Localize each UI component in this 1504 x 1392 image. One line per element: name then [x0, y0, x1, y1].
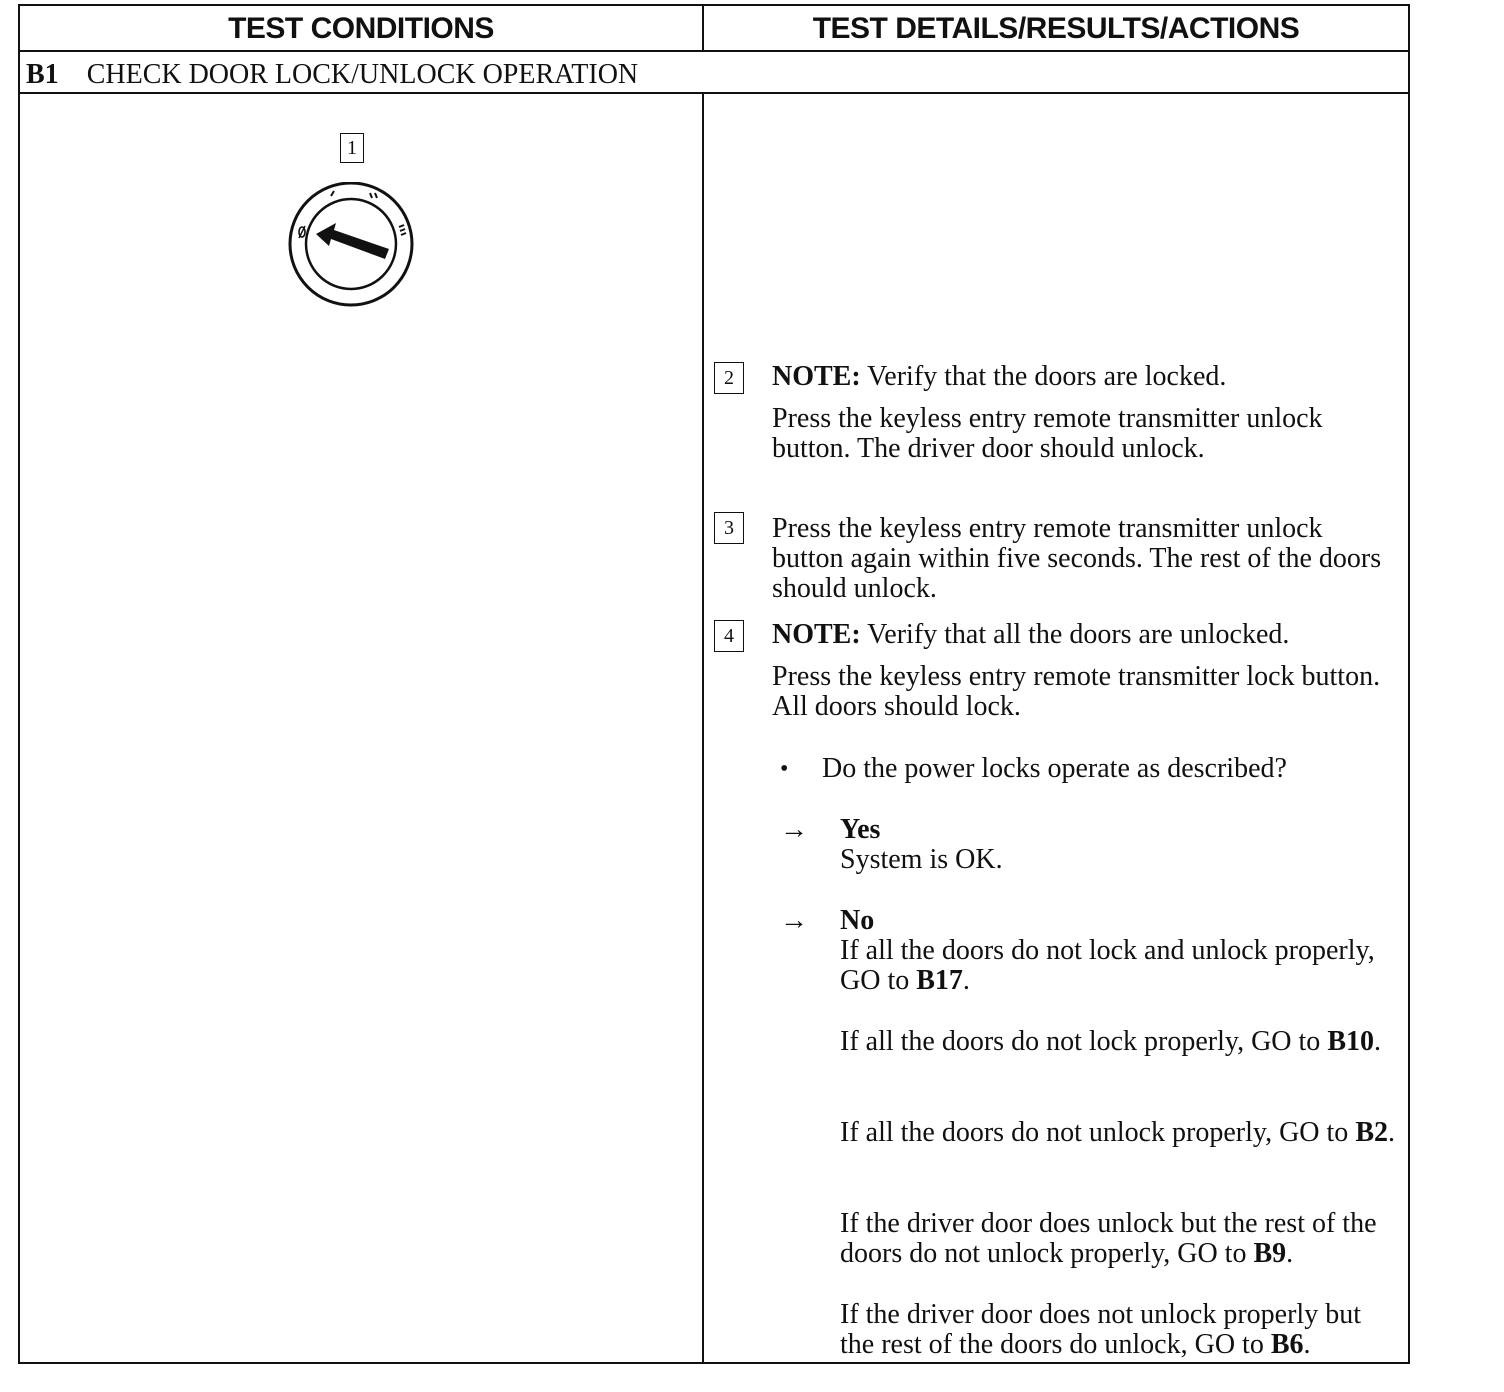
- detail-step-number: 4: [714, 620, 744, 652]
- step-reference[interactable]: B6: [1270, 1329, 1304, 1360]
- step-id: B1: [26, 59, 59, 90]
- note-text: Verify that all the doors are unlocked.: [860, 619, 1290, 650]
- step-reference[interactable]: B9: [1253, 1238, 1287, 1269]
- no-action-item: If all the doors do not lock and unlock properly, GO to B17.: [840, 935, 1375, 996]
- result-no-label: No: [840, 905, 875, 936]
- diagnostic-table: [18, 4, 1410, 1364]
- detail-step-number: 2: [714, 362, 744, 394]
- detail-instruction: Press the keyless entry remote transmitter lock button. All doors should lock.: [772, 661, 1381, 722]
- note-text: Verify that the doors are locked.: [860, 361, 1227, 392]
- question-bullet: •: [780, 756, 789, 782]
- yes-text: System is OK.: [840, 844, 1003, 875]
- step-reference[interactable]: B10: [1327, 1026, 1374, 1057]
- header-test-details: TEST DETAILS/RESULTS/ACTIONS: [812, 12, 1300, 45]
- arrow-icon: →: [780, 905, 808, 936]
- body-column-divider: [702, 92, 704, 1362]
- no-action-item: If all the doors do not lock properly, GO to B10.: [840, 1026, 1381, 1057]
- condition-step-number: 1: [340, 133, 364, 163]
- detail-note: [772, 362, 1392, 392]
- step-reference[interactable]: B2: [1355, 1117, 1388, 1148]
- no-action-item: If all the doors do not unlock properly, GO to B2.: [840, 1117, 1395, 1148]
- result-yes: [840, 815, 1400, 875]
- detail-note: [772, 620, 1392, 650]
- ignition-key-icon: [284, 182, 418, 310]
- no-action-item: If the driver door does not unlock properly but the rest of the doors do unlock, GO to B6.: [840, 1299, 1361, 1360]
- note-label: NOTE:: [772, 619, 861, 650]
- header-test-conditions: TEST CONDITIONS: [228, 12, 494, 45]
- step-reference[interactable]: B17: [916, 965, 963, 996]
- detail-step-number: 3: [714, 512, 744, 544]
- arrow-icon: →: [780, 814, 808, 845]
- note-label: NOTE:: [772, 361, 861, 392]
- yes-label: Yes: [840, 814, 881, 845]
- no-action-item: If the driver door does unlock but the rest of the doors do not unlock properly, GO to B9.: [840, 1208, 1377, 1269]
- detail-instruction: Press the keyless entry remote transmitter unlock button. The driver door should unlock.: [772, 403, 1323, 464]
- step-title-row: [26, 56, 638, 94]
- question-text: Do the power locks operate as described?: [822, 753, 1287, 784]
- step-title: CHECK DOOR LOCK/UNLOCK OPERATION: [86, 59, 639, 90]
- detail-instruction: Press the keyless entry remote transmitter unlock button again within five seconds. The rest of the doors should unlock.: [772, 513, 1382, 604]
